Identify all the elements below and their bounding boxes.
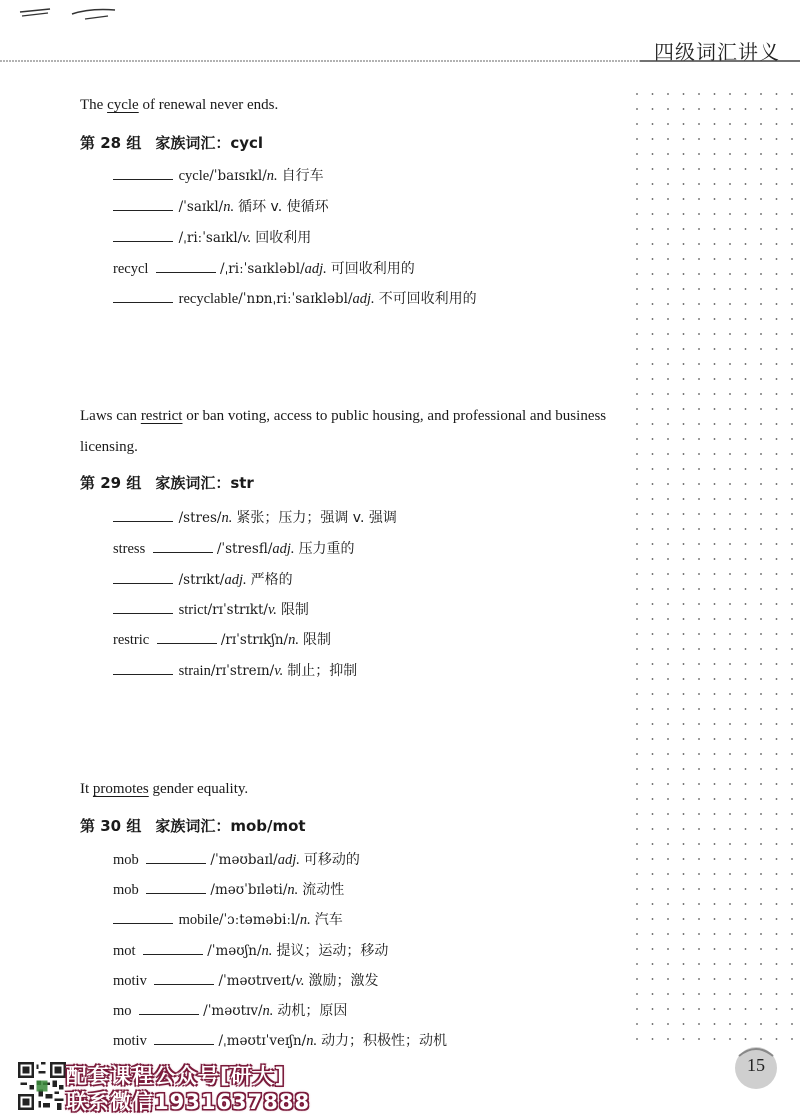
entry-ipa: /ˈməʊtɪv/: [203, 1003, 263, 1019]
entry-pos: n.: [266, 168, 278, 184]
answer-blank[interactable]: [113, 612, 173, 614]
sentence-keyword: promotes: [92, 781, 149, 797]
answer-blank[interactable]: [156, 271, 216, 273]
entry-ipa: /ˈɔːtəməbiːl/: [218, 912, 300, 928]
group-heading: [80, 132, 263, 153]
entry-pos: n.: [223, 199, 235, 215]
vocab-entry: [113, 660, 357, 680]
entry-meaning: 动机；原因: [277, 1003, 348, 1019]
entry-pos: n.: [261, 943, 273, 959]
family-label: 家族词汇：cycl: [155, 134, 264, 152]
entry-ipa: /rɪˈstrɪkt/: [207, 602, 268, 618]
vocab-entry: [113, 258, 415, 278]
entry-meaning: 可回收利用的: [330, 261, 415, 277]
answer-blank[interactable]: [139, 1013, 199, 1015]
vocab-entry: [113, 507, 397, 527]
entry-pos: v.: [242, 230, 252, 246]
example-sentence: [80, 90, 625, 121]
entry-meaning: 提议；运动；移动: [276, 943, 389, 959]
vocab-entry: [113, 629, 331, 649]
sentence-text: It: [80, 781, 93, 797]
vocab-entry: [113, 849, 360, 869]
entry-ipa: /ˈstresfl/: [216, 541, 273, 557]
answer-blank[interactable]: [154, 983, 214, 985]
entry-ipa: /ˈməʊʃn/: [207, 943, 262, 959]
sentence-text: Laws can: [80, 408, 141, 424]
entry-pos: v.: [295, 973, 305, 989]
sentence-text: or ban voting, access to public housing, and professional and business licensing.: [80, 408, 607, 455]
group-heading: [80, 815, 306, 836]
entry-meaning: 激励；激发: [308, 973, 379, 989]
vocab-entry: [113, 1000, 347, 1020]
entry-ipa: /ˈməʊtɪveɪt/: [218, 973, 296, 989]
entry-prefix: mob: [113, 882, 139, 898]
entry-meaning: 限制: [280, 602, 309, 618]
entry-meaning: 制止；抑制: [287, 663, 358, 679]
entry-meaning: 汽车: [314, 912, 343, 928]
entry-ipa: /ˌriːˈsaɪkləbl/: [220, 261, 305, 277]
dot-grid: [625, 88, 800, 1048]
vocab-entry: [113, 940, 388, 960]
answer-blank[interactable]: [113, 178, 173, 180]
entry-ipa: /strɪkt/: [178, 572, 225, 588]
entry-pos: n.: [262, 1003, 274, 1019]
entry-meaning: 限制: [302, 632, 331, 648]
entry-word: strain: [178, 663, 211, 679]
answer-blank[interactable]: [113, 673, 173, 675]
entry-prefix: motiv: [113, 1033, 147, 1049]
entry-prefix: recycl: [113, 261, 149, 277]
answer-blank[interactable]: [113, 520, 173, 522]
entry-ipa: /məʊˈbɪləti/: [210, 882, 288, 898]
entry-meaning: 压力重的: [298, 541, 355, 557]
promo-line-contact: 联系微信1931637888: [66, 1090, 311, 1114]
example-sentence: [80, 401, 625, 463]
entry-prefix: restric: [113, 632, 150, 648]
vocab-entry: [113, 909, 343, 929]
header-title: 四级词汇讲义: [654, 40, 780, 64]
entry-pos: n.: [299, 912, 311, 928]
entry-ipa: /ˌməʊtɪˈveɪʃn/: [218, 1033, 307, 1049]
answer-blank[interactable]: [157, 642, 217, 644]
entry-ipa: /ˈbaɪsɪkl/: [209, 168, 267, 184]
page-number: 15: [747, 1055, 765, 1075]
entry-word: strict: [178, 602, 208, 618]
entry-word: mobile: [178, 912, 219, 928]
entry-ipa: /rɪˈstrɪkʃn/: [220, 632, 289, 648]
family-label: 家族词汇：str: [155, 474, 254, 492]
entry-meaning: 紧张；压力；强调 v. 强调: [236, 510, 397, 526]
answer-blank[interactable]: [113, 301, 173, 303]
answer-blank[interactable]: [113, 240, 173, 242]
sentence-text: The: [80, 97, 108, 113]
promo-line-course: 配套课程公众号[研大]: [66, 1064, 286, 1088]
scribble-marks: [10, 2, 130, 26]
vocab-entry: [113, 569, 293, 589]
entry-ipa: /ˈməʊbaɪl/: [210, 852, 278, 868]
answer-blank[interactable]: [143, 953, 203, 955]
vocab-entry: [113, 1030, 447, 1050]
entry-meaning: 严格的: [250, 572, 293, 588]
entry-meaning: 不可回收利用的: [378, 291, 477, 307]
entry-pos: adj.: [352, 291, 375, 307]
vocab-entry: [113, 879, 344, 899]
answer-blank[interactable]: [146, 862, 206, 864]
entry-meaning: 回收利用: [255, 230, 312, 246]
sentence-text: of renewal never ends.: [138, 97, 279, 113]
entry-ipa: /ˌriːˈsaɪkl/: [178, 230, 243, 246]
answer-blank[interactable]: [146, 892, 206, 894]
entry-word: cycle: [178, 168, 210, 184]
group-label: 第 30 组: [80, 817, 142, 835]
group-label: 第 28 组: [80, 134, 142, 152]
sentence-text: gender equality.: [148, 781, 249, 797]
entry-meaning: 自行车: [281, 168, 324, 184]
entry-prefix: motiv: [113, 973, 147, 989]
vocab-entry: [113, 227, 311, 247]
entry-meaning: 动力；积极性；动机: [321, 1033, 448, 1049]
entry-pos: n.: [221, 510, 233, 526]
entry-pos: v.: [274, 663, 284, 679]
entry-ipa: /rɪˈstreɪn/: [210, 663, 275, 679]
answer-blank[interactable]: [113, 582, 173, 584]
entry-meaning: 循环 v. 使循环: [238, 199, 329, 215]
vocab-entry: [113, 538, 355, 558]
entry-pos: adj.: [224, 572, 247, 588]
sentence-keyword: cycle: [107, 97, 139, 113]
entry-pos: n.: [287, 882, 299, 898]
entry-prefix: stress: [113, 541, 146, 557]
entry-ipa: /ˈsaɪkl/: [178, 199, 224, 215]
vocab-entry: [113, 196, 329, 216]
entry-prefix: mob: [113, 852, 139, 868]
entry-meaning: 可移动的: [303, 852, 360, 868]
entry-pos: adj.: [304, 261, 327, 277]
group-label: 第 29 组: [80, 474, 142, 492]
entry-word: recyclable: [178, 291, 239, 307]
vocab-entry: [113, 288, 477, 308]
qr-code-icon: [18, 1062, 66, 1110]
group-heading: [80, 472, 254, 493]
answer-blank[interactable]: [113, 209, 173, 211]
example-sentence: [80, 774, 625, 805]
answer-blank[interactable]: [113, 922, 173, 924]
entry-ipa: /ˈnɒnˌriːˈsaɪkləbl/: [238, 291, 353, 307]
vocab-entry: [113, 165, 324, 185]
answer-blank[interactable]: [153, 551, 213, 553]
vocab-entry: [113, 599, 309, 619]
entry-meaning: 流动性: [302, 882, 345, 898]
entry-pos: n.: [288, 632, 299, 648]
family-label: 家族词汇：mob/mot: [155, 817, 306, 835]
vocab-entry: [113, 970, 379, 990]
entry-pos: adj.: [277, 852, 300, 868]
entry-ipa: /stres/: [178, 510, 222, 526]
answer-blank[interactable]: [154, 1043, 214, 1045]
entry-prefix: mo: [113, 1003, 132, 1019]
entry-pos: n.: [306, 1033, 318, 1049]
header-rule: [0, 60, 800, 62]
entry-prefix: mot: [113, 943, 136, 959]
entry-pos: adj.: [272, 541, 295, 557]
entry-pos: v.: [267, 602, 277, 618]
sentence-keyword: restrict: [140, 408, 183, 424]
